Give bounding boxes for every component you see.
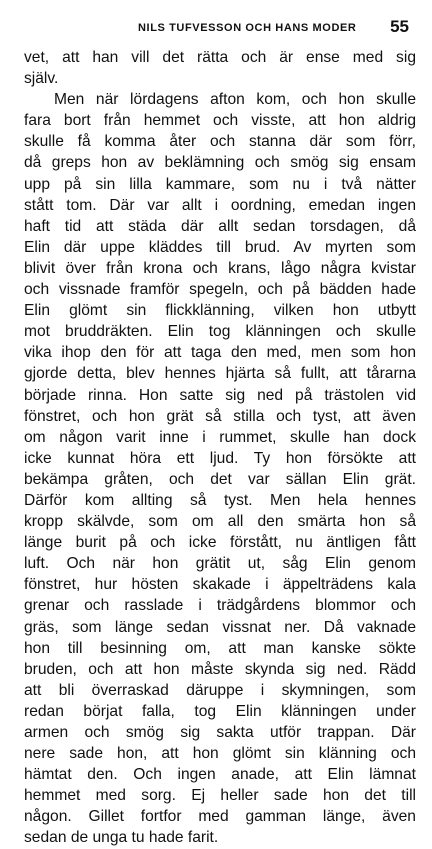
text-line: mot bruddräkten. Elin tog klänningen och skulle: [24, 323, 416, 341]
text-line: vika ihop den för att taga den med, men som hon: [24, 344, 416, 362]
text-line: fönstret, hur hösten skakade i äppelträdens kala: [24, 576, 416, 594]
text-line: någon. Gillet fortfor med gamman länge, även: [24, 808, 416, 826]
text-line: skulle få komma åter och stanna där som förr,: [24, 133, 416, 151]
text-line: vet, att han vill det rätta och är ense med sig: [24, 49, 416, 66]
text-line: då greps hon av beklämning och smög sig ensam: [24, 154, 416, 172]
text-line: Men när lördagens afton kom, och hon skulle: [54, 91, 416, 109]
text-line: och vissnade framför spegeln, och på bädden hade: [24, 281, 416, 299]
text-line: Elin där uppe kläddes till brud. Av myrten som: [24, 238, 416, 256]
text-line: icke kunnat höra ett ljud. Ty hon försökte att: [24, 449, 416, 467]
text-line: bekämpa gråten, och det var sällan Elin grät.: [24, 470, 416, 488]
text-line: gräs, som länge sedan vissnat ner. Då vaknade: [24, 618, 416, 636]
text-line: nere sade hon, att hon glömt sin klänning och: [24, 745, 416, 763]
text-line: hemmet med sorg. Ej heller sade hon det till: [24, 787, 416, 805]
text-line: grenar och rasslade i trädgårdens blommor och: [24, 597, 416, 615]
text-line: hon till besinning om, att man kanske sökte: [24, 639, 416, 657]
text-line: att bli överraskad däruppe i skymningen, som: [24, 681, 416, 699]
body-text: [24, 47, 416, 849]
text-line: fara bort från hemmet och visste, att hon aldrig: [24, 112, 416, 130]
text-line: redan börjat falla, tog Elin klänningen under: [24, 702, 416, 720]
text-line: Därför kom allting så tyst. Men hela hennes: [24, 491, 416, 509]
text-line: hämtat den. Och ingen anade, att Elin lämnat: [24, 766, 416, 784]
text-line: Elin glömt sin flickklänning, vilken hon utbytt: [24, 302, 416, 320]
text-line: själv.: [24, 70, 59, 88]
text-line: kropp skälvde, som om all den smärta hon så: [24, 513, 416, 531]
text-line: armen och smög sig sakta utför trappan. Där: [24, 724, 416, 741]
text-line: upp på sin lilla kammare, som nu i två nätter: [24, 175, 416, 193]
text-line: blivit över från krona och krans, lågo några kvistar: [24, 259, 416, 277]
text-line: fönstret, och hon grät så stilla och tyst, att även: [24, 407, 416, 425]
text-line: stått tom. Där var allt i oordning, emedan ingen: [24, 196, 416, 214]
text-line: började rinna. Hon satte sig ned på trästolen vid: [24, 386, 416, 404]
text-line: bruden, och att hon måste skynda sig ned. Rädd: [24, 660, 416, 678]
text-line: gjorde detta, blev hennes hjärta så fullt, att tårarna: [24, 365, 416, 383]
page-header: [26, 17, 412, 39]
page-number: 55: [390, 17, 409, 36]
text-line: luft. Och när hon grätit ut, såg Elin genom: [24, 555, 416, 573]
text-line: haft tid att städa där allt sedan torsdagen, då: [24, 217, 416, 235]
running-head: NILS TUFVESSON OCH HANS MODER: [138, 22, 357, 34]
text-line: om någon varit inne i rummet, skulle han dock: [24, 428, 416, 446]
text-line: länge burit på och icke förstått, nu äntligen fått: [24, 534, 416, 552]
text-line: sedan de unga tu hade farit.: [24, 829, 219, 847]
